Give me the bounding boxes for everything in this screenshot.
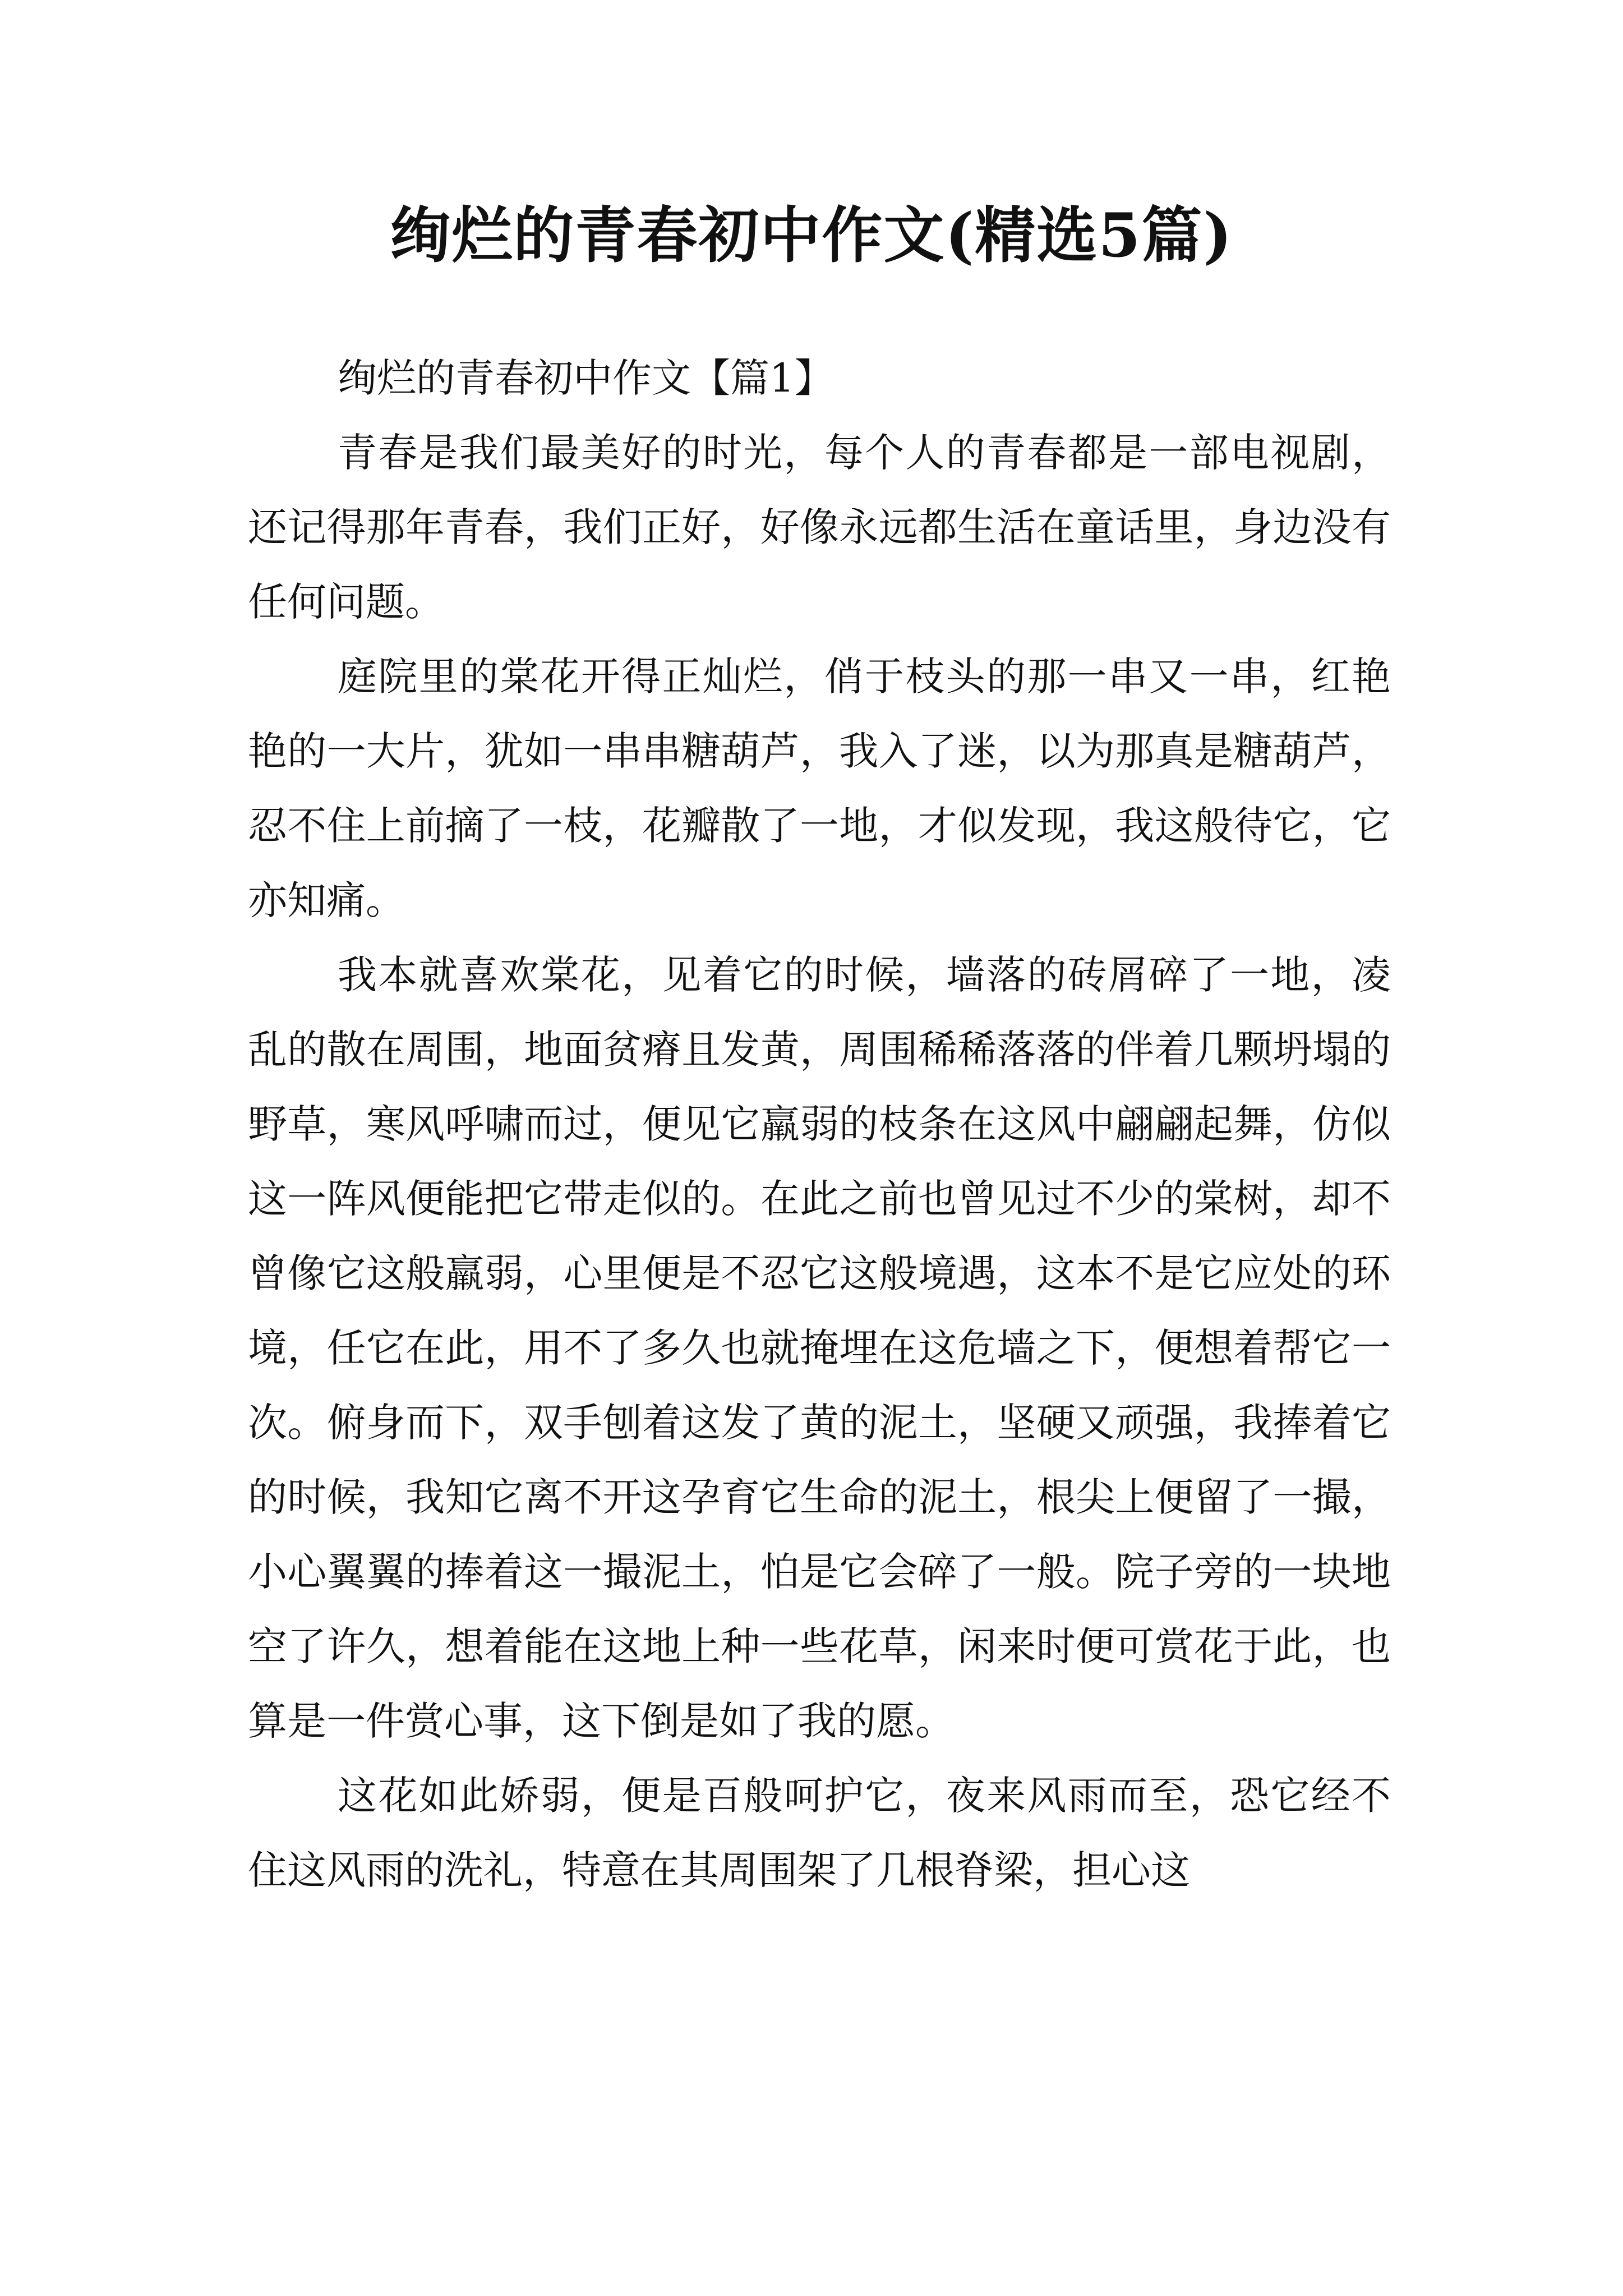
paragraph-1: 青春是我们最美好的时光，每个人的青春都是一部电视剧，还记得那年青春，我们正好，好像永远都生活在童话里，身边没有任何问题。 <box>248 430 1391 625</box>
document-body <box>248 341 1391 1908</box>
section-heading: 绚烂的青春初中作文【篇1】 <box>338 355 834 401</box>
paragraph-3: 我本就喜欢棠花，见着它的时候，墙落的砖屑碎了一地，凌乱的散在周围，地面贫瘠且发黄，周围稀稀落落的伴着几颗坍塌的野草，寒风呼啸而过，便见它羸弱的枝条在这风中翩翩起舞，仿似这一阵风便能把它带走似的。在此之前也曾见过不少的棠树，却不曾像它这般羸弱，心里便是不忍它这般境遇，这本不是它应处的环境，任它在此，用不了多久也就掩埋在这危墙之下，便想着帮它一次。俯身而下，双手刨着这发了黄的泥土，坚硬又顽强，我捧着它的时候，我知它离不开这孕育它生命的泥土，根尖上便留了一撮，小心翼翼的捧着这一撮泥土，怕是它会碎了一般。院子旁的一块地空了许久，想着能在这地上种一些花草，闲来时便可赏花于此，也算是一件赏心事，这下倒是如了我的愿。 <box>248 952 1391 1744</box>
document-title: 绚烂的青春初中作文(精选5篇) <box>390 200 1233 271</box>
paragraph-2: 庭院里的棠花开得正灿烂，俏于枝头的那一串又一串，红艳艳的一大片，犹如一串串糖葫芦，我入了迷，以为那真是糖葫芦，忍不住上前摘了一枝，花瓣散了一地，才似发现，我这般待它，它亦知痛。 <box>248 654 1391 923</box>
paragraph-4: 这花如此娇弱，便是百般呵护它，夜来风雨而至，恐它经不住这风雨的洗礼，特意在其周围架了几根脊梁，担心这 <box>248 1773 1391 1893</box>
